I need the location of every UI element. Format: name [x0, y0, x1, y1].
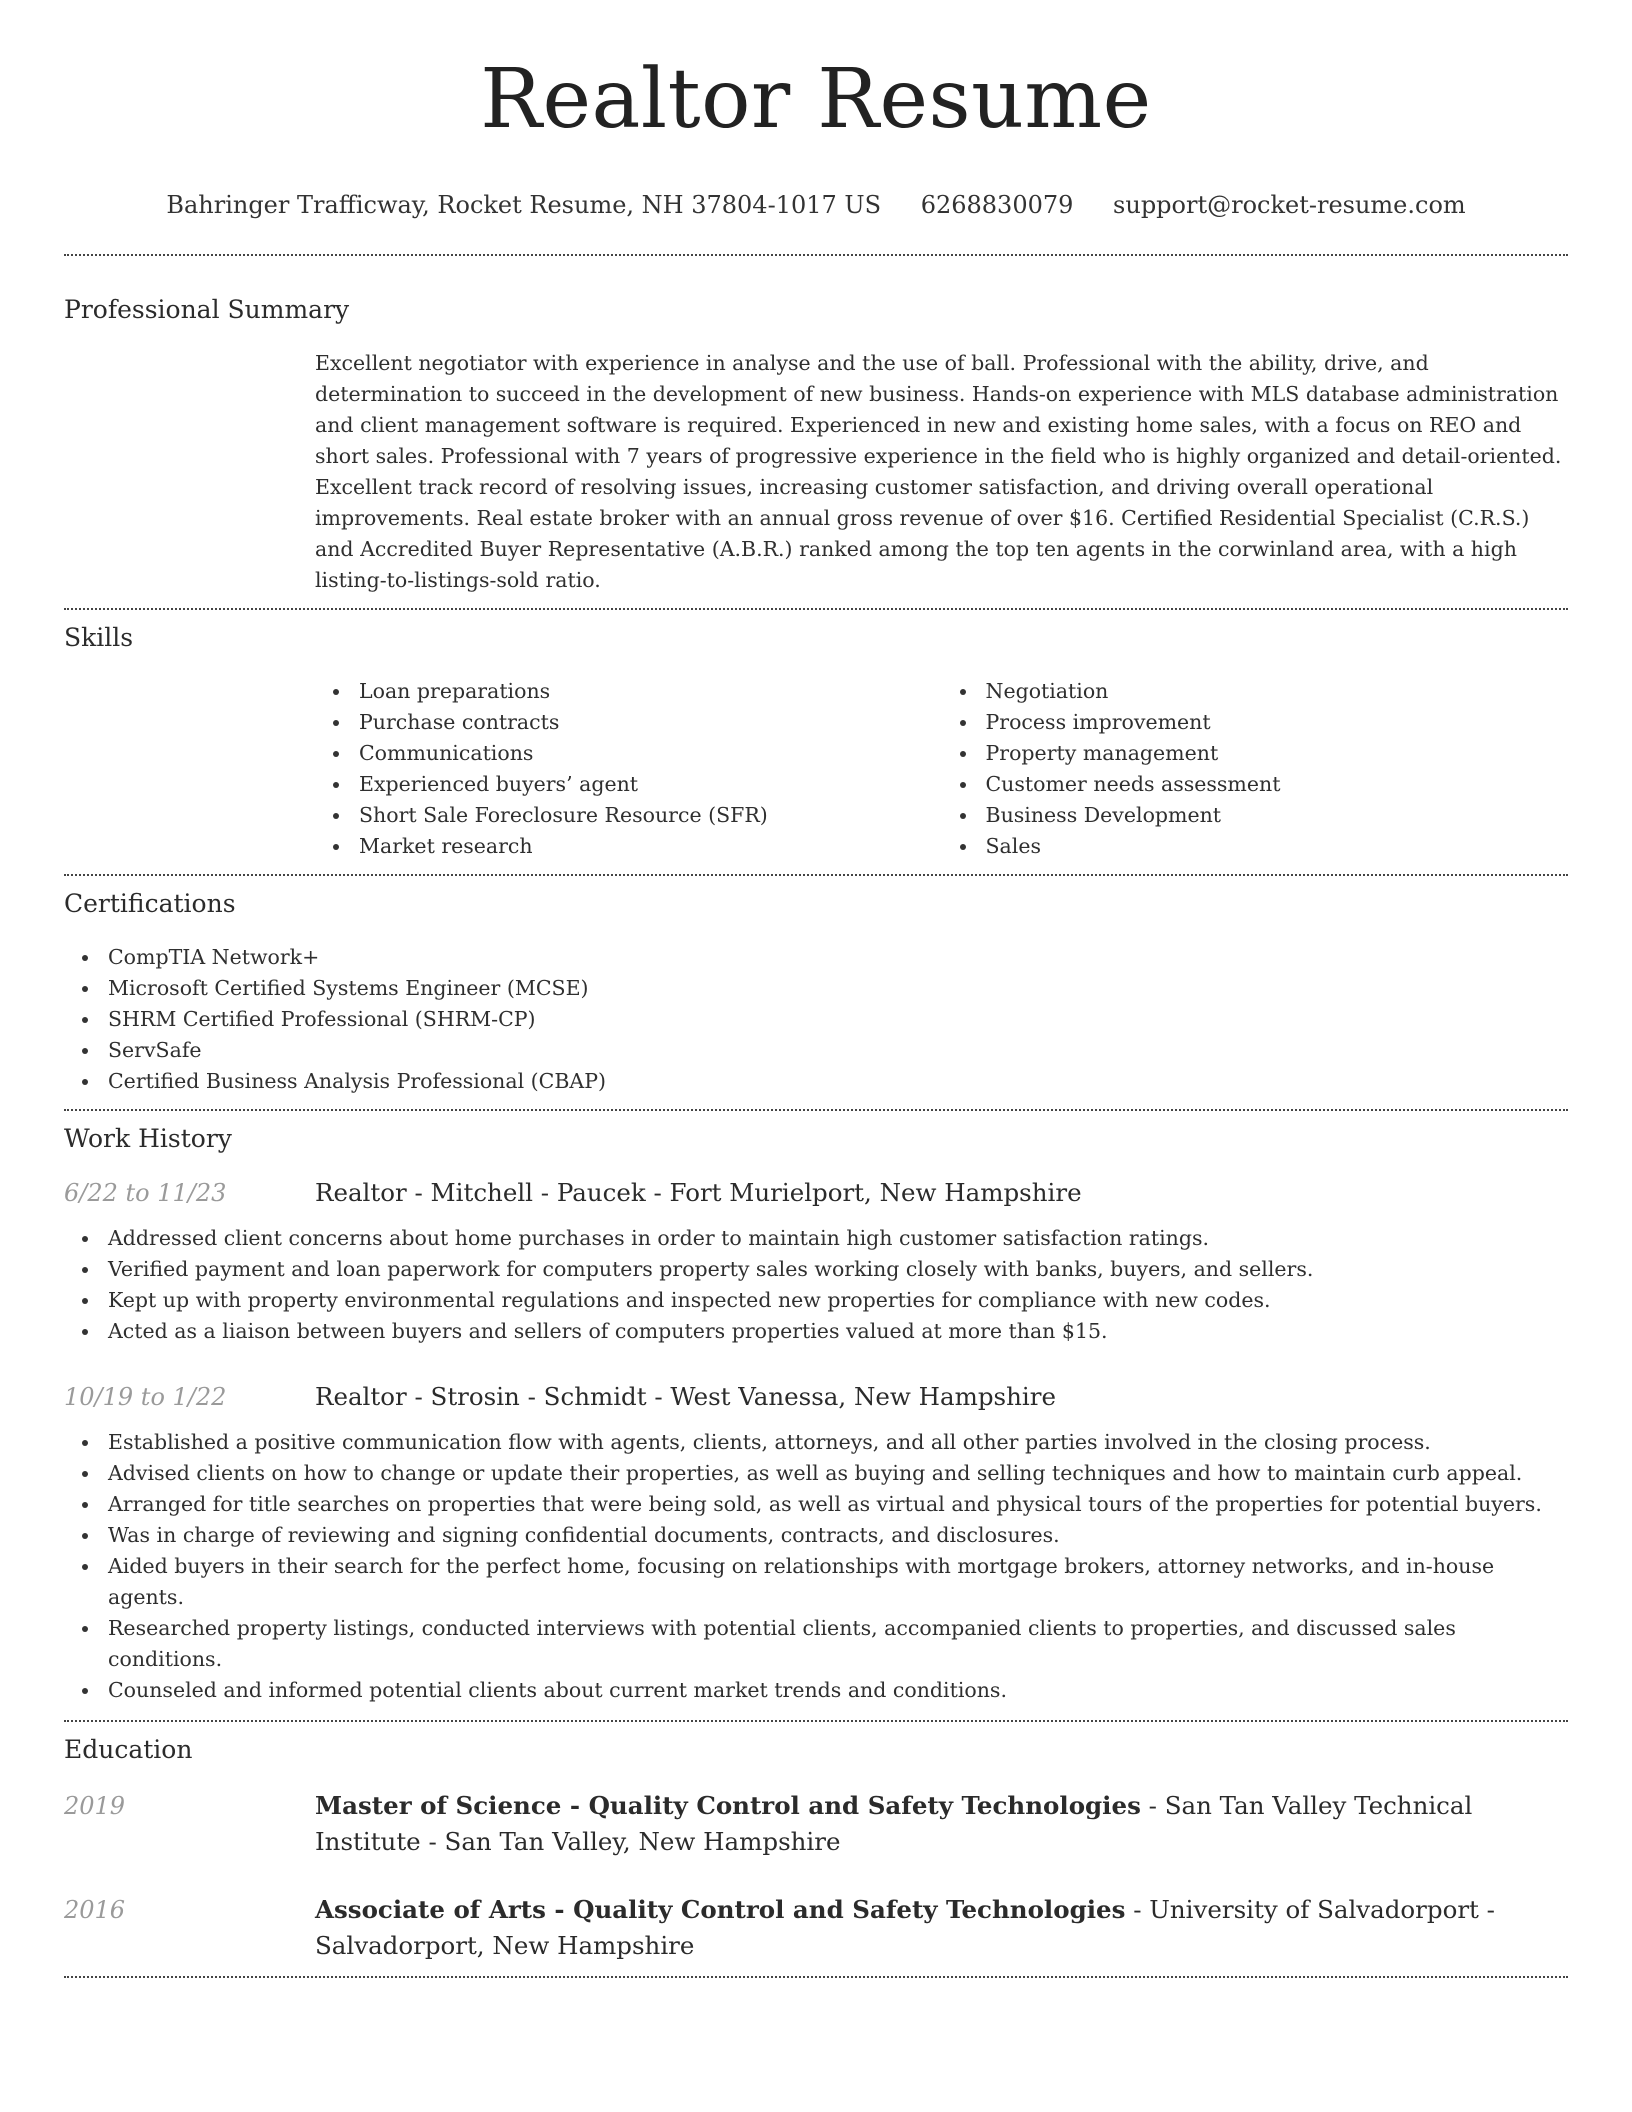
list-item: Counseled and informed potential clients about current market trends and conditions. — [108, 1675, 1568, 1706]
list-item: Certified Business Analysis Professional (CBAP) — [108, 1066, 1568, 1097]
certifications-section — [64, 888, 1568, 1097]
education-degree: Master of Science - Quality Control and Safety Technologies — [315, 1791, 1141, 1820]
summary-text: Excellent negotiator with experience in analyse and the use of ball. Professional with the ability, drive, and determination to succeed in the development of new business. Hands-on experience with MLS database administration and client management software is required. Experienced in new and existing home sales, with a focus on REO and short sales. Professional with 7 years of progressive experience in the field who is highly organized and detail-oriented. Excellent track record of resolving issues, increasing customer satisfaction, and driving overall operational improvements. Real estate broker with an annual gross revenue of over $16. Certified Residential Specialist (C.R.S.) and Accredited Buyer Representative (A.B.R.) ranked among the top ten agents in the corwinland area, with a high listing-to-listings-sold ratio. — [315, 351, 1562, 592]
list-item: Kept up with property environmental regulations and inspected new properties for compliance with new codes. — [108, 1285, 1568, 1316]
list-item: Loan preparations — [359, 676, 942, 707]
job-header — [64, 1175, 1568, 1211]
list-item: Aided buyers in their search for the perfect home, focusing on relationships with mortgage brokers, attorney networks, and in-house agents. — [108, 1551, 1568, 1613]
list-item: Market research — [359, 831, 942, 862]
divider — [64, 874, 1568, 876]
list-item: Arranged for title searches on properties that were being sold, as well as virtual and physical tours of the properties for potential buyers. — [108, 1489, 1568, 1520]
job-dates: 6/22 to 11/23 — [64, 1179, 227, 1207]
list-item: Acted as a liaison between buyers and sellers of computers properties valued at more than $15. — [108, 1316, 1568, 1347]
list-item: Advised clients on how to change or update their properties, as well as buying and selling techniques and how to maintain curb appeal. — [108, 1458, 1568, 1489]
list-item: Communications — [359, 738, 942, 769]
skills-section — [64, 622, 1568, 862]
list-item: Researched property listings, conducted interviews with potential clients, accompanied clients to properties, and discussed sales conditions. — [108, 1613, 1568, 1675]
list-item: Process improvement — [986, 707, 1569, 738]
divider — [64, 1720, 1568, 1722]
job-entry — [64, 1175, 1568, 1347]
skills-list-left — [315, 676, 942, 862]
list-item: Microsoft Certified Systems Engineer (MCSE) — [108, 973, 1568, 1004]
education-degree: Associate of Arts - Quality Control and Safety Technologies — [315, 1895, 1126, 1924]
divider — [64, 1109, 1568, 1111]
list-item: Purchase contracts — [359, 707, 942, 738]
job-entry — [64, 1379, 1568, 1706]
list-item: Property management — [986, 738, 1569, 769]
divider — [64, 1976, 1568, 1978]
list-item: Customer needs assessment — [986, 769, 1569, 800]
list-item: SHRM Certified Professional (SHRM-CP) — [108, 1004, 1568, 1035]
list-item: ServSafe — [108, 1035, 1568, 1066]
list-item: Business Development — [986, 800, 1569, 831]
list-item: Short Sale Foreclosure Resource (SFR) — [359, 800, 942, 831]
list-item: Sales — [986, 831, 1569, 862]
skills-grid — [315, 676, 1568, 862]
education-section — [64, 1734, 1568, 1964]
job-dates: 10/19 to 1/22 — [64, 1383, 227, 1411]
divider — [64, 254, 1568, 256]
list-item: Established a positive communication flow with agents, clients, attorneys, and all other parties involved in the closing process. — [108, 1427, 1568, 1458]
job-bullets — [64, 1223, 1568, 1347]
education-school: - University of Salvadorport - Salvadorport, New Hampshire — [315, 1895, 1495, 1960]
job-title: Realtor - Strosin - Schmidt - West Vanessa, New Hampshire — [315, 1382, 1056, 1411]
skills-heading: Skills — [64, 623, 134, 652]
list-item: Was in charge of reviewing and signing confidential documents, contracts, and disclosures. — [108, 1520, 1568, 1551]
work-section — [64, 1123, 1568, 1706]
resume-title: Realtor Resume — [480, 52, 1152, 147]
education-year: 2019 — [64, 1792, 126, 1820]
education-year: 2016 — [64, 1896, 126, 1924]
list-item: Verified payment and loan paperwork for computers property sales working closely with banks, buyers, and sellers. — [108, 1254, 1568, 1285]
list-item: Negotiation — [986, 676, 1569, 707]
education-entry — [64, 1788, 1568, 1860]
education-heading: Education — [64, 1735, 193, 1764]
summary-heading: Professional Summary — [64, 295, 350, 324]
certifications-heading: Certifications — [64, 889, 236, 918]
job-bullets — [64, 1427, 1568, 1706]
list-item: CompTIA Network+ — [108, 942, 1568, 973]
contact-address: Bahringer Trafficway, Rocket Resume, NH 37804-1017 US — [166, 191, 882, 219]
contact-phone: 6268830079 — [920, 191, 1074, 219]
certifications-list — [64, 942, 1568, 1097]
job-header — [64, 1379, 1568, 1415]
work-heading: Work History — [64, 1124, 232, 1153]
contact-line — [64, 190, 1568, 220]
contact-email: support@rocket-resume.com — [1113, 191, 1466, 219]
education-school: - San Tan Valley Technical Institute - San Tan Valley, New Hampshire — [315, 1791, 1473, 1856]
list-item: Addressed client concerns about home purchases in order to maintain high customer satisfaction ratings. — [108, 1223, 1568, 1254]
education-details — [315, 1788, 1568, 1860]
education-entry — [64, 1892, 1568, 1964]
summary-section — [64, 294, 1568, 596]
education-details — [315, 1892, 1568, 1964]
skills-list-right — [942, 676, 1569, 862]
divider — [64, 608, 1568, 610]
job-title: Realtor - Mitchell - Paucek - Fort Murielport, New Hampshire — [315, 1178, 1082, 1207]
list-item: Experienced buyers’ agent — [359, 769, 942, 800]
